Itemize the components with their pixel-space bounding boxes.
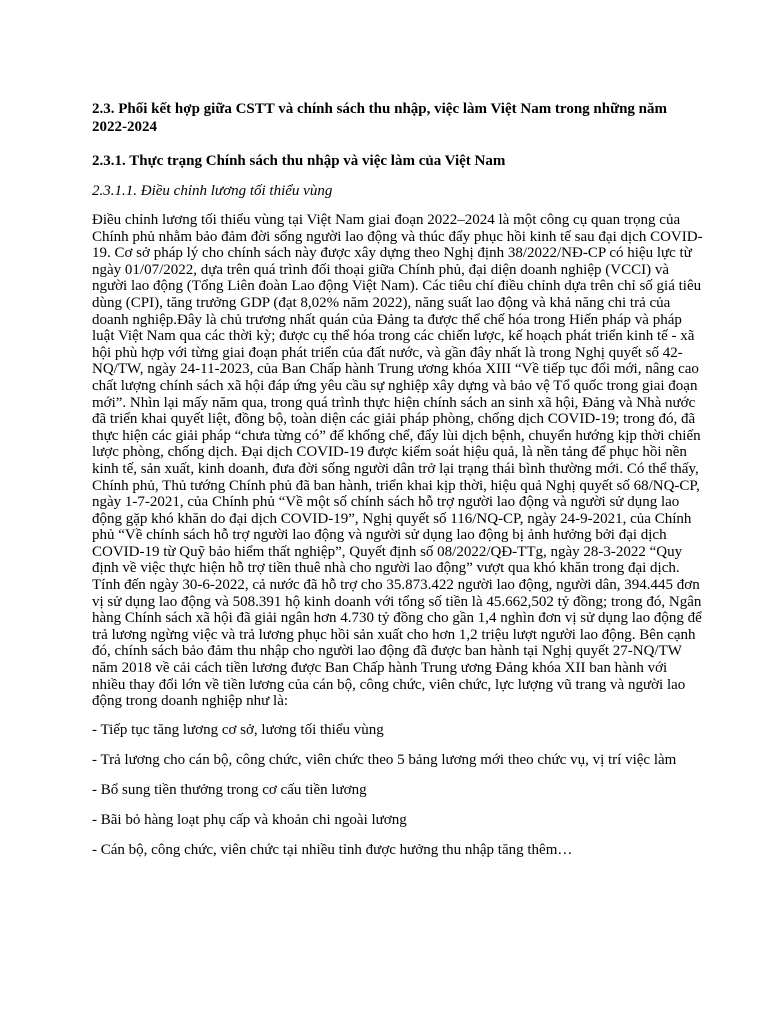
- subsection-heading: 2.3.1. Thực trạng Chính sách thu nhập và việc làm của Việt Nam: [92, 153, 506, 169]
- section-heading: 2.3. Phối kết hợp giữa CSTT và chính sách thu nhập, việc làm Việt Nam trong những năm 2022-2024: [92, 101, 668, 135]
- document-page: [92, 100, 704, 872]
- bullet-list: [92, 722, 704, 859]
- bullet-item: - Tiếp tục tăng lương cơ sở, lương tối thiểu vùng: [92, 721, 384, 738]
- bullet-item: - Trả lương cho cán bộ, công chức, viên chức theo 5 bảng lương mới theo chức vụ, vị trí việc làm: [92, 751, 677, 768]
- bullet-item: - Cán bộ, công chức, viên chức tại nhiều tỉnh được hưởng thu nhập tăng thêm…: [92, 841, 573, 858]
- bullet-item: - Bổ sung tiền thưởng trong cơ cấu tiền lương: [92, 781, 367, 798]
- bullet-item: - Bãi bỏ hàng loạt phụ cấp và khoản chi ngoài lương: [92, 811, 407, 828]
- subsubsection-heading: 2.3.1.1. Điều chỉnh lương tối thiểu vùng: [92, 183, 333, 199]
- body-paragraph: Điều chỉnh lương tối thiểu vùng tại Việt Nam giai đoạn 2022–2024 là một công cụ quan trọng của Chính phủ nhằm bảo đảm đời sống người lao động và thúc đẩy phục hồi kinh tế sau đại dịch COVID-19. Cơ sở pháp lý cho chính sách này được xây dựng theo Nghị định 38/2022/NĐ-CP có hiệu lực từ ngày 01/07/2022, dựa trên quá trình đối thoại giữa Chính phủ, đại diện doanh nghiệp (VCCI) và người lao động (Tổng Liên đoàn Lao động Việt Nam). Các tiêu chí điều chỉnh dựa trên chỉ số giá tiêu dùng (CPI), tăng trưởng GDP (đạt 8,02% năm 2022), năng suất lao động và khả năng chi trả của doanh nghiệp.Đây là chủ trương nhất quán của Đảng ta được thể chế hóa trong Hiến pháp và pháp luật Việt Nam qua các thời kỳ; được cụ thể hóa trong các chiến lược, kế hoạch phát triển kinh tế - xã hội phù hợp với từng giai đoạn phát triển của đất nước, và gần đây nhất là trong Nghị quyết số 42-NQ/TW, ngày 24-11-2023, của Ban Chấp hành Trung ương khóa XIII “Về tiếp tục đổi mới, nâng cao chất lượng chính sách xã hội đáp ứng yêu cầu sự nghiệp xây dựng và bảo vệ Tổ quốc trong giai đoạn mới”. Nhìn lại mấy năm qua, trong quá trình thực hiện chính sách an sinh xã hội, Đảng và Nhà nước đã triển khai quyết liệt, đồng bộ, toàn diện các giải pháp phòng, chống dịch COVID-19; trong đó, đã thực hiện các giải pháp “chưa từng có” để khống chế, đẩy lùi dịch bệnh, chuyển hướng kịp thời chiến lược phòng, chống dịch. Đại dịch COVID-19 được kiểm soát hiệu quả, là nền tảng để phục hồi nền kinh tế, sản xuất, kinh doanh, đưa đời sống người dân trở lại trạng thái bình thường mới. Có thể thấy, Chính phủ, Thủ tướng Chính phủ đã ban hành, triển khai kịp thời, hiệu quả Nghị quyết số 68/NQ-CP, ngày 1-7-2021, của Chính phủ “Về một số chính sách hỗ trợ người lao động và người sử dụng lao động gặp khó khăn do đại dịch COVID-19”, Nghị quyết số 116/NQ-CP, ngày 24-9-2021, của Chính phủ “Về chính sách hỗ trợ người lao động và người sử dụng lao động bị ảnh hưởng bởi đại dịch COVID-19 từ Quỹ bảo hiểm thất nghiệp”, Quyết định số 08/2022/QĐ-TTg, ngày 28-3-2022 “Quy định về việc thực hiện hỗ trợ tiền thuê nhà cho người lao động” vượt qua khó khăn trong đại dịch. Tính đến ngày 30-6-2022, cả nước đã hỗ trợ cho 35.873.422 người lao động, người dân, 394.445 đơn vị sử dụng lao động và 508.391 hộ kinh doanh với tổng số tiền là 45.662,502 tỷ đồng; trong đó, Ngân hàng Chính sách xã hội đã giải ngân hơn 4.730 tỷ đồng cho gần 1,4 nghìn đơn vị sử dụng lao động để trả lương ngừng việc và trả lương phục hồi sản xuất cho hơn 1,2 triệu lượt người lao động. Bên cạnh đó, chính sách bảo đảm thu nhập cho người lao động đã được ban hành tại Nghị quyết 27-NQ/TW năm 2018 về cải cách tiền lương được Ban Chấp hành Trung ương Đảng khóa XII ban hành với nhiều thay đổi lớn về tiền lương của cán bộ, công chức, viên chức, lực lượng vũ trang và người lao động trong doanh nghiệp như là:: [92, 212, 703, 710]
